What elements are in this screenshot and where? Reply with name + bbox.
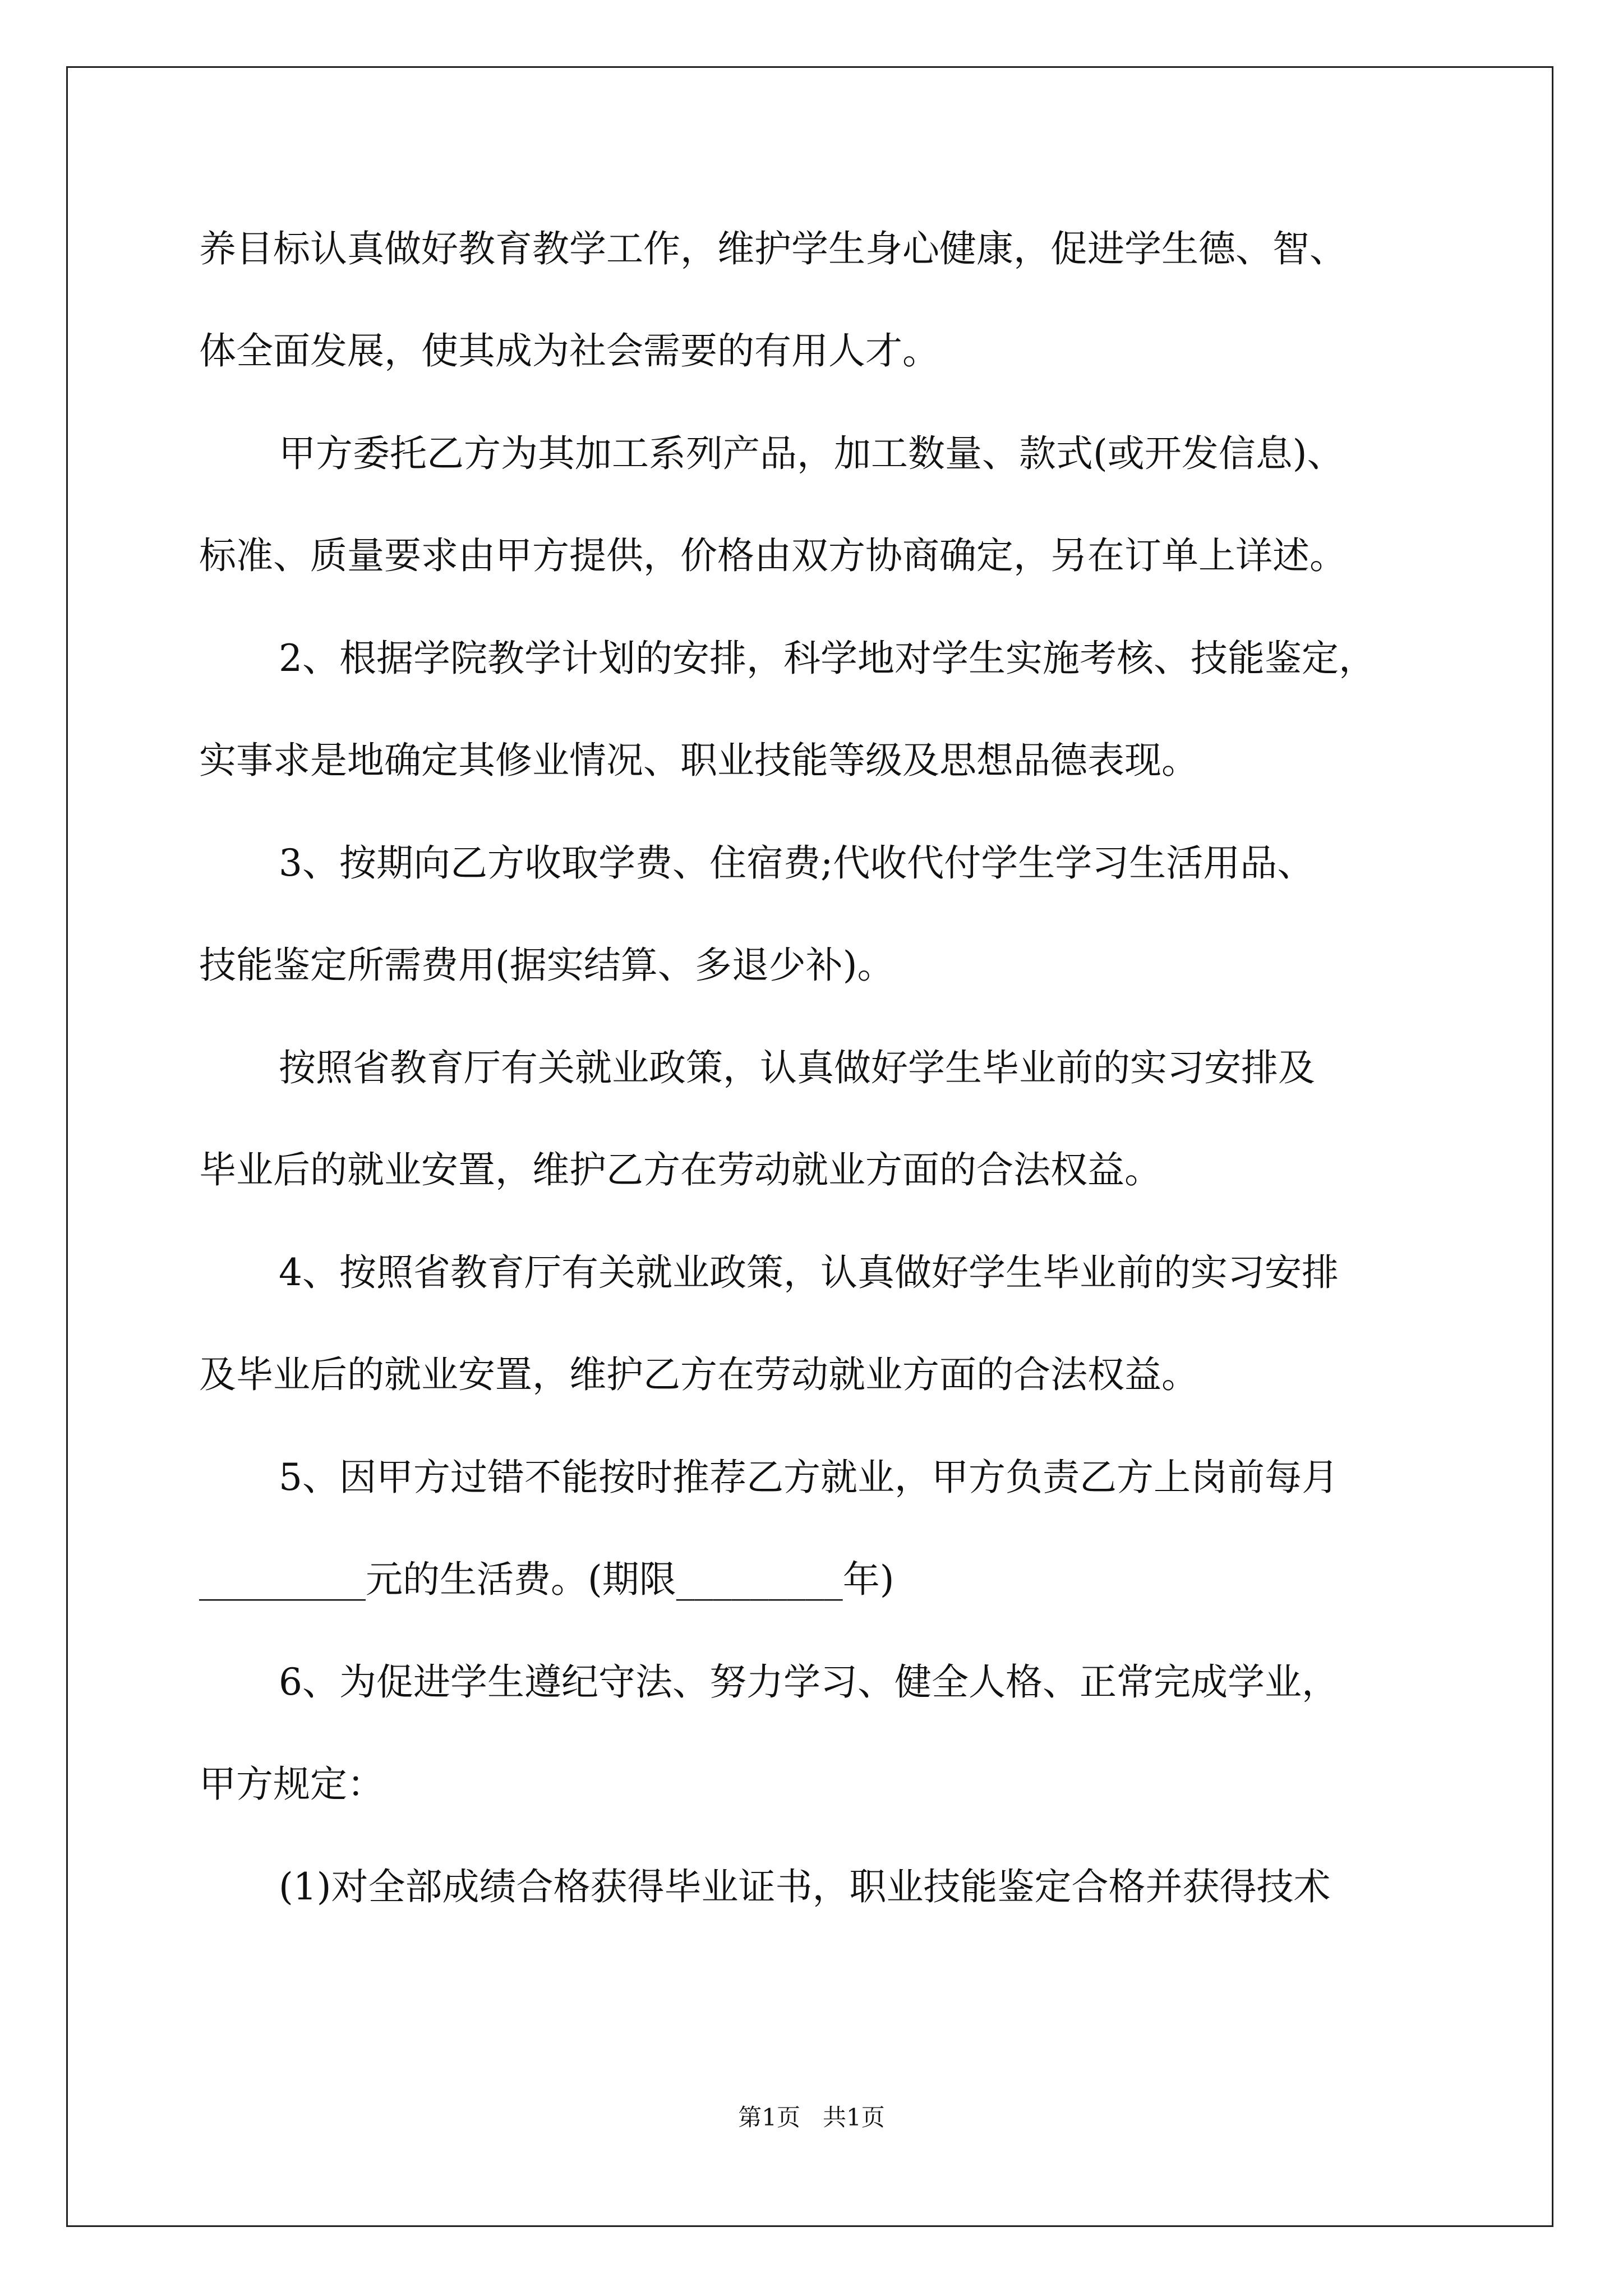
- page-footer: 第1页 共1页: [738, 2104, 885, 2131]
- paragraph-line: 甲方委托乙方为其加工系列产品，加工数量、款式(或开发信息)、: [279, 432, 1344, 475]
- paragraph-line: 5、因甲方过错不能按时推荐乙方就业，甲方负责乙方上岗前每月: [279, 1456, 1339, 1499]
- paragraph-line: 及毕业后的就业安置，维护乙方在劳动就业方面的合法权益。: [199, 1353, 1198, 1396]
- paragraph-line: 标准、质量要求由甲方提供，价格由双方协商确定，另在订单上详述。: [199, 534, 1347, 577]
- paragraph-line: _________元的生活费。(期限_________年): [199, 1558, 895, 1601]
- paragraph-line: 毕业后的就业安置，维护乙方在劳动就业方面的合法权益。: [199, 1148, 1161, 1191]
- paragraph-line: (1)对全部成绩合格获得毕业证书，职业技能鉴定合格并获得技术: [279, 1865, 1331, 1908]
- paragraph-line: 实事求是地确定其修业情况、职业技能等级及思想品德表现。: [199, 739, 1198, 782]
- paragraph-line: 6、为促进学生遵纪守法、努力学习、健全人格、正常完成学业，: [279, 1660, 1339, 1704]
- paragraph-line: 养目标认真做好教育教学工作，维护学生身心健康，促进学生德、智、: [199, 227, 1347, 270]
- paragraph-line: 体全面发展，使其成为社会需要的有用人才。: [199, 329, 939, 372]
- paragraph-line: 2、根据学院教学计划的安排，科学地对学生实施考核、技能鉴定，: [279, 637, 1376, 680]
- paragraph-line: 3、按期向乙方收取学费、住宿费;代收代付学生学习生活用品、: [279, 841, 1315, 885]
- paragraph-line: 按照省教育厅有关就业政策，认真做好学生毕业前的实习安排及: [279, 1046, 1315, 1089]
- paragraph-line: 甲方规定：: [199, 1763, 384, 1806]
- paragraph-line: 4、按照省教育厅有关就业政策，认真做好学生毕业前的实习安排: [279, 1251, 1339, 1294]
- paragraph-line: 技能鉴定所需费用(据实结算、多退少补)。: [199, 944, 895, 987]
